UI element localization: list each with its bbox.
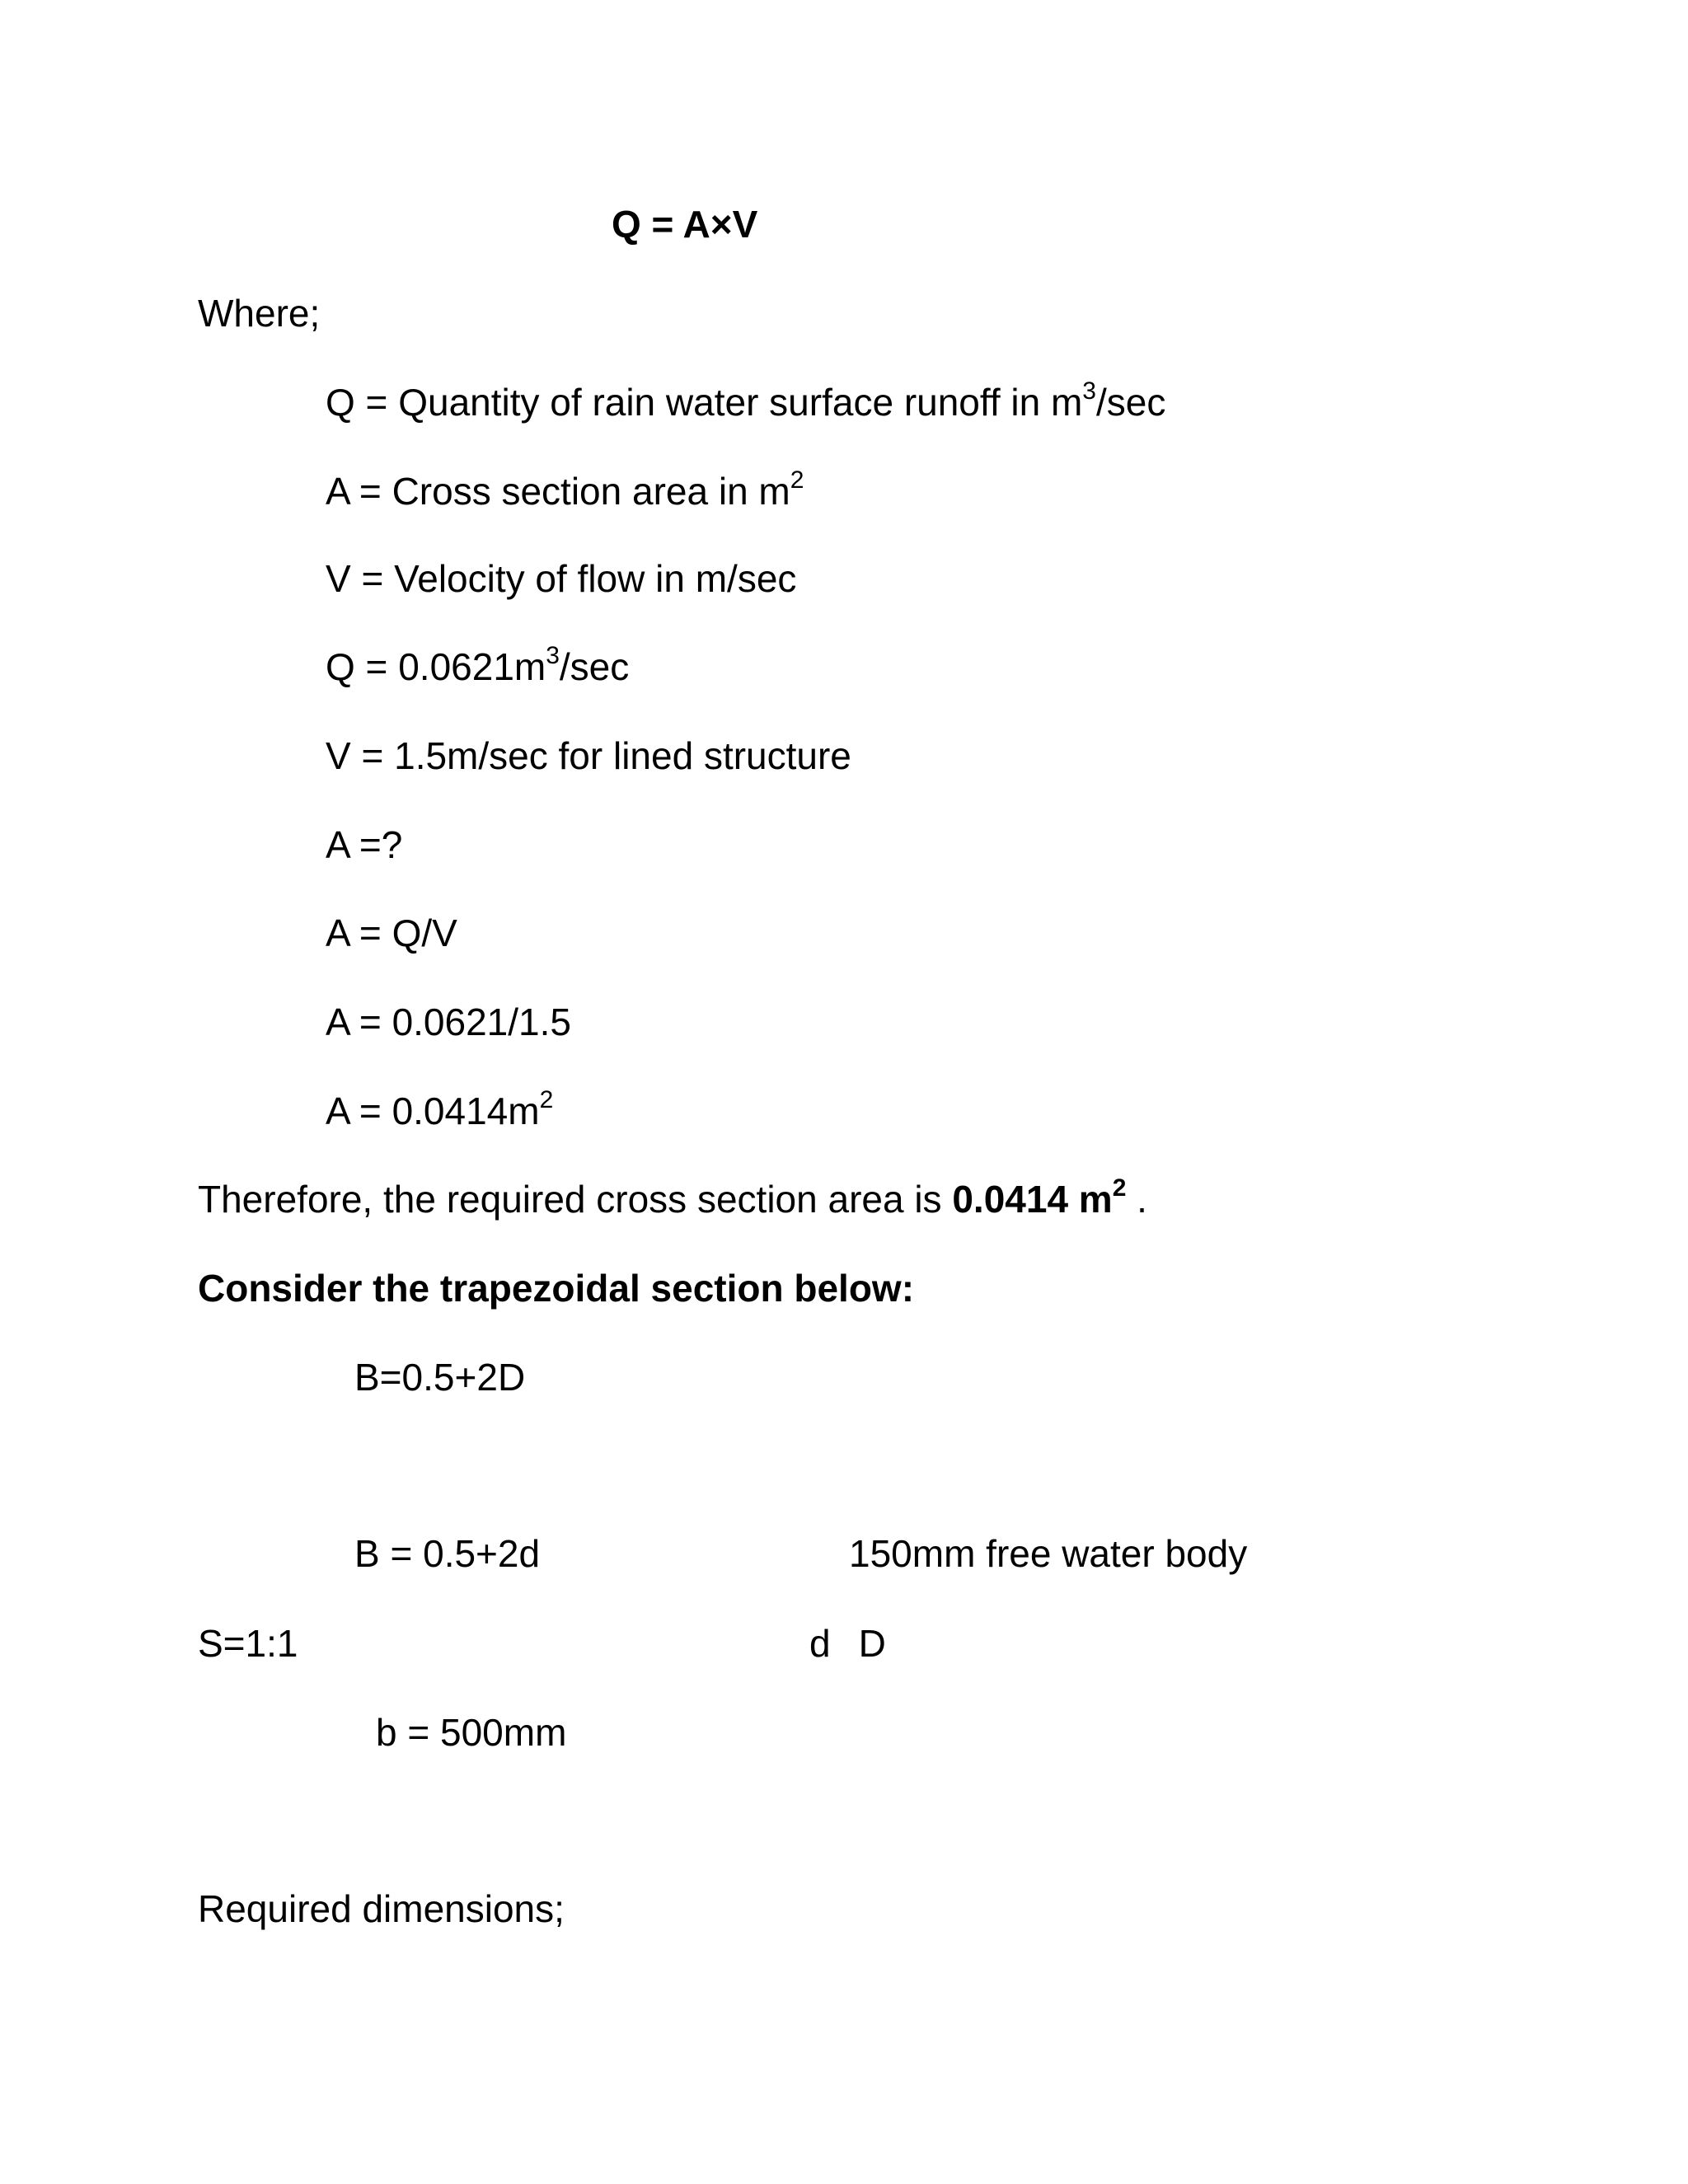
footer-text: Required dimensions; [198, 1887, 565, 1930]
definition-a-text: A = Cross section area in m [326, 470, 790, 513]
given-q-text: Q = 0.0621m [326, 645, 546, 688]
conclusion [198, 1176, 1147, 1222]
conclusion-end: . [1126, 1178, 1147, 1221]
where-label: Where; [198, 292, 321, 335]
formula-a: A = Q/V [326, 912, 457, 954]
conclusion-value: 0.0414 m [952, 1178, 1113, 1221]
definition-q-suffix: /sec [1095, 381, 1166, 424]
result-a-text: A = 0.0414m [326, 1090, 540, 1132]
unknown-a: A =? [326, 823, 403, 866]
section-heading: Consider the trapezoidal section below: [198, 1267, 915, 1310]
substitution-a: A = 0.0621/1.5 [326, 1001, 571, 1043]
definition-q [326, 379, 1165, 425]
slope-label: S=1:1 [198, 1622, 298, 1665]
depth-total-label: D [858, 1622, 886, 1665]
given-q [326, 641, 630, 690]
top-width-formula: B=0.5+2D [354, 1356, 526, 1399]
definition-a [326, 468, 804, 514]
conclusion-superscript: 2 [1112, 1174, 1127, 1202]
definition-q-superscript: 3 [1082, 377, 1096, 405]
given-v: V = 1.5m/sec for lined structure [326, 734, 851, 777]
result-a-superscript: 2 [539, 1085, 554, 1113]
definition-q-text: Q = Quantity of rain water surface runoff in m [326, 381, 1083, 424]
freeboard-label: 150mm free water body [849, 1532, 1248, 1575]
bottom-width-label: b = 500mm [376, 1711, 567, 1754]
formula-heading: Q = A×V [612, 203, 758, 246]
definition-a-superscript: 2 [790, 466, 804, 494]
given-q-superscript: 3 [546, 641, 560, 669]
depth-small-label: d [809, 1622, 831, 1665]
result-a [326, 1085, 554, 1134]
conclusion-text: Therefore, the required cross section area is [198, 1178, 953, 1221]
definition-v: V = Velocity of flow in m/sec [326, 557, 797, 600]
water-width-formula: B = 0.5+2d [354, 1532, 541, 1575]
depth-labels [809, 1620, 886, 1666]
given-q-suffix: /sec [559, 645, 630, 688]
